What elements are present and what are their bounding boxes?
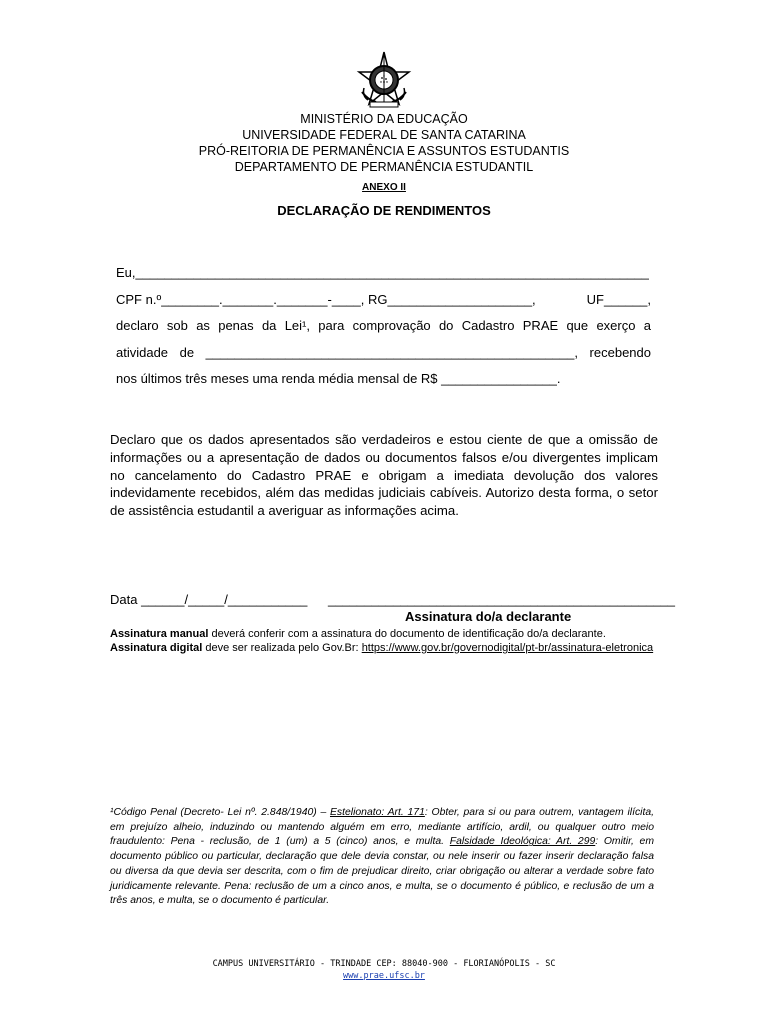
declaration-text-line: declaro sob as penas da Lei¹, para comprovação do Cadastro PRAE que exerço a	[116, 318, 651, 333]
estelionato-reference: Estelionato: Art. 171	[329, 807, 425, 818]
header	[0, 111, 768, 175]
document-title: DECLARAÇÃO DE RENDIMENTOS	[277, 203, 491, 218]
signature-line[interactable]: ________________________________________________	[328, 592, 676, 607]
activity-field-line[interactable]: atividade de ___________________________________________________, recebendo	[116, 345, 651, 360]
campus-address: CAMPUS UNIVERSITÁRIO - TRINDADE CEP: 88040-900 - FLORIANÓPOLIS - SC	[212, 959, 556, 969]
falsidade-reference: Falsidade Ideológica: Art. 299	[449, 836, 596, 848]
department-name: DEPARTAMENTO DE PERMANÊNCIA ESTUDANTIL	[234, 160, 534, 174]
page-footer	[0, 958, 768, 982]
govbr-link[interactable]: https://www.gov.br/governodigital/pt-br/assinatura-eletronica	[361, 642, 654, 654]
uf-field[interactable]: UF______,	[586, 292, 651, 307]
legal-footnote: ¹Código Penal (Decreto- Lei nº. 2.848/1940) – Estelionato: Art. 171: Obter, para si ou para outrem, vantagem ilícita, em prejuízo alheio, induzindo ou mantendo alguém em erro, mediante artifício, ardil, ou qualquer outro meio fraudulento: Pena - reclusão, de 1 (um) a 5 (cinco) anos, e multa. Falsidade Ideológica: Art. 299: Omitir, em documento público ou particular, declaração que dele devia constar, ou nele inserir ou fazer inserir declaração falsa ou diversa da que devia ser descrita, com o fim de prejudicar direito, criar obrigação ou alterar a verdade sobre fato juridicamente relevante. Pena: reclusão de um a cinco anos, e multa, se o documento é público, e reclusão de um a três anos, e multa, se o documento é particular.	[110, 807, 655, 907]
declaration-paragraph: Declaro que os dados apresentados são verdadeiros e estou ciente de que a omissão de informações ou a apresentação de dados ou documentos falsos e/ou divergentes implicam no cancelamento do Cadastro PRAE e obrigam a imediata devolução dos valores indevidamente recebidos, além das medidas judiciais cabíveis. Autorizo desta forma, o setor de assistência estudantil a averiguar as informações acima.	[110, 432, 658, 519]
annex-label: ANEXO II	[362, 182, 406, 193]
cpf-rg-uf-line[interactable]	[116, 292, 651, 307]
pro-rectorate-name: PRÓ-REITORIA DE PERMANÊNCIA E ASSUNTOS ESTUDANTIS	[198, 144, 570, 158]
digital-signature-note: Assinatura digital deve ser realizada pelo Gov.Br: https://www.gov.br/governodigital/pt-br/assinatura-eletronica	[110, 642, 654, 654]
prae-website-link[interactable]: www.prae.ufsc.br	[343, 971, 425, 981]
brazil-coat-of-arms-icon	[354, 50, 414, 110]
income-field-line[interactable]: nos últimos três meses uma renda média mensal de R$ ________________.	[116, 371, 561, 386]
manual-signature-note: Assinatura manual deverá conferir com a assinatura do documento de identificação do/a declarante.	[110, 628, 606, 640]
university-name: UNIVERSIDADE FEDERAL DE SANTA CATARINA	[242, 128, 526, 142]
signature-notes	[110, 627, 670, 655]
cpf-rg-fields[interactable]: CPF n.º________._______._______-____, RG____________________,	[116, 292, 536, 307]
signature-label: Assinatura do/a declarante	[405, 609, 572, 624]
name-field-line[interactable]: Eu,_______________________________________________________________________	[116, 265, 649, 280]
date-field[interactable]: Data ______/_____/___________	[110, 592, 308, 607]
ministry-name: MINISTÉRIO DA EDUCAÇÃO	[300, 112, 468, 126]
